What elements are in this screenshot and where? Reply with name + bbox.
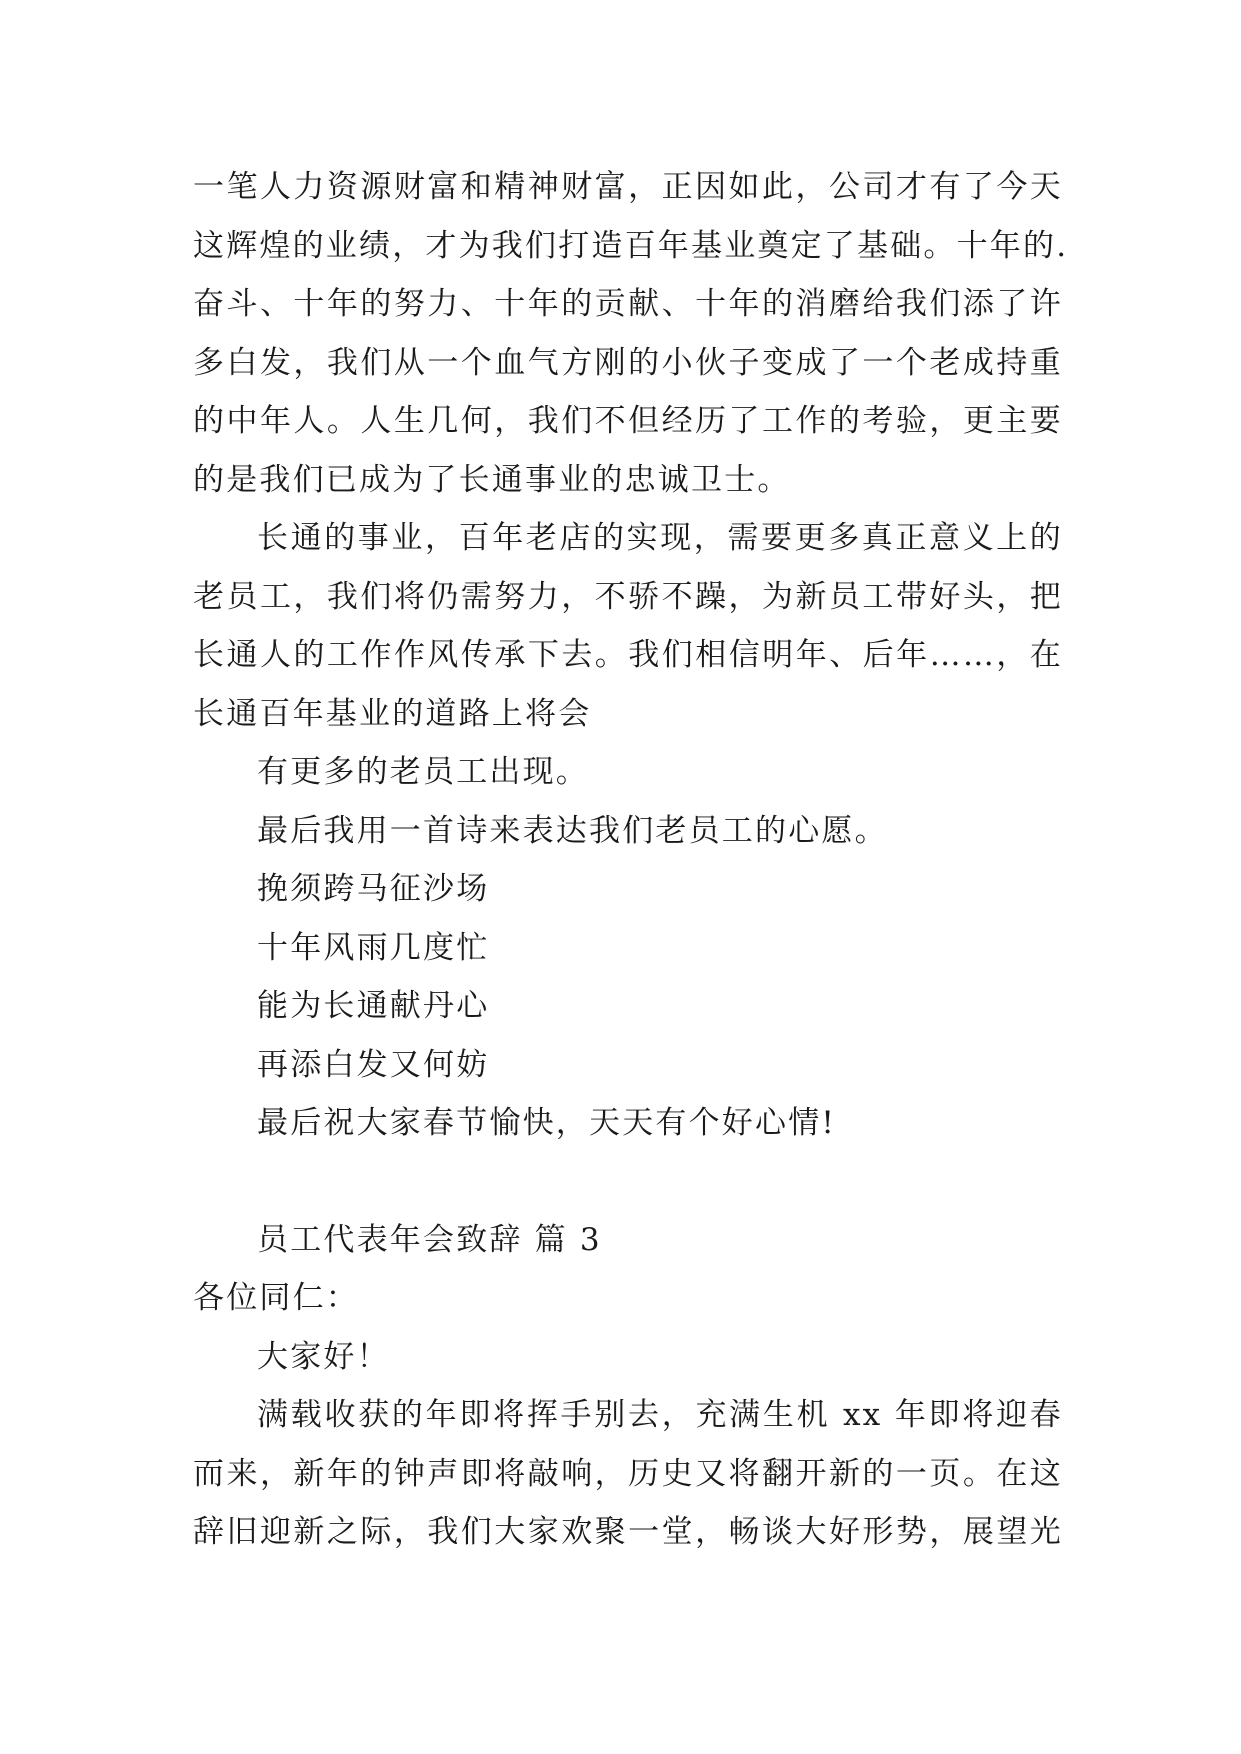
text-line: 长通的事业，百年老店的实现，需要更多真正意义上的 xyxy=(257,520,1063,556)
text-line: 的是我们已成为了长通事业的忠诚卫士。 xyxy=(193,461,791,498)
text-line: 多白发，我们从一个血气方刚的小伙子变成了一个老成持重 xyxy=(193,344,1063,381)
paragraph-5 xyxy=(193,1386,1063,1562)
greeting: 大家好！ xyxy=(257,1338,390,1375)
text-line: 的中年人。人生几何，我们不但经历了工作的考验，更主要 xyxy=(193,403,1063,439)
poem xyxy=(193,860,1063,1094)
text-line: 满载收获的年即将挥手别去，充满生机 xx 年即将迎春 xyxy=(257,1397,1063,1433)
poem-line: 十年风雨几度忙 xyxy=(257,929,490,966)
text-line: 长通人的工作作风传承下去。我们相信明年、后年……，在 xyxy=(193,637,1063,673)
poem-line: 挽须跨马征沙场 xyxy=(257,871,490,907)
text-line: 长通百年基业的道路上将会 xyxy=(193,695,592,732)
text-line: 奋斗、十年的努力、十年的贡献、十年的消磨给我们添了许 xyxy=(193,286,1063,322)
paragraph-4: 最后我用一首诗来表达我们老员工的心愿。 xyxy=(257,812,888,849)
poem-line: 能为长通献丹心 xyxy=(257,988,490,1024)
paragraph-3: 有更多的老员工出现。 xyxy=(257,754,589,790)
text-line: 一笔人力资源财富和精神财富，正因如此，公司才有了今天 xyxy=(193,169,1063,205)
section-gap xyxy=(193,1153,1063,1211)
text-line: 而来，新年的钟声即将敲响，历史又将翻开新的一页。在这 xyxy=(193,1455,1063,1492)
closing-wish: 最后祝大家春节愉快，天天有个好心情! xyxy=(257,1105,837,1141)
paragraph-1 xyxy=(193,158,1069,509)
poem-line: 再添白发又何妨 xyxy=(257,1046,490,1083)
document-body xyxy=(193,158,1069,1562)
text-line: 这辉煌的业绩，才为我们打造百年基业奠定了基础。十年的. xyxy=(193,227,1069,264)
text-line: 辞旧迎新之际，我们大家欢聚一堂，畅谈大好形势，展望光 xyxy=(193,1514,1063,1550)
salutation: 各位同仁： xyxy=(193,1280,359,1316)
text-line: 老员工，我们将仍需努力，不骄不躁，为新员工带好头，把 xyxy=(193,578,1063,615)
paragraph-2 xyxy=(193,509,1063,743)
section-heading: 员工代表年会致辞 篇 3 xyxy=(257,1221,602,1258)
